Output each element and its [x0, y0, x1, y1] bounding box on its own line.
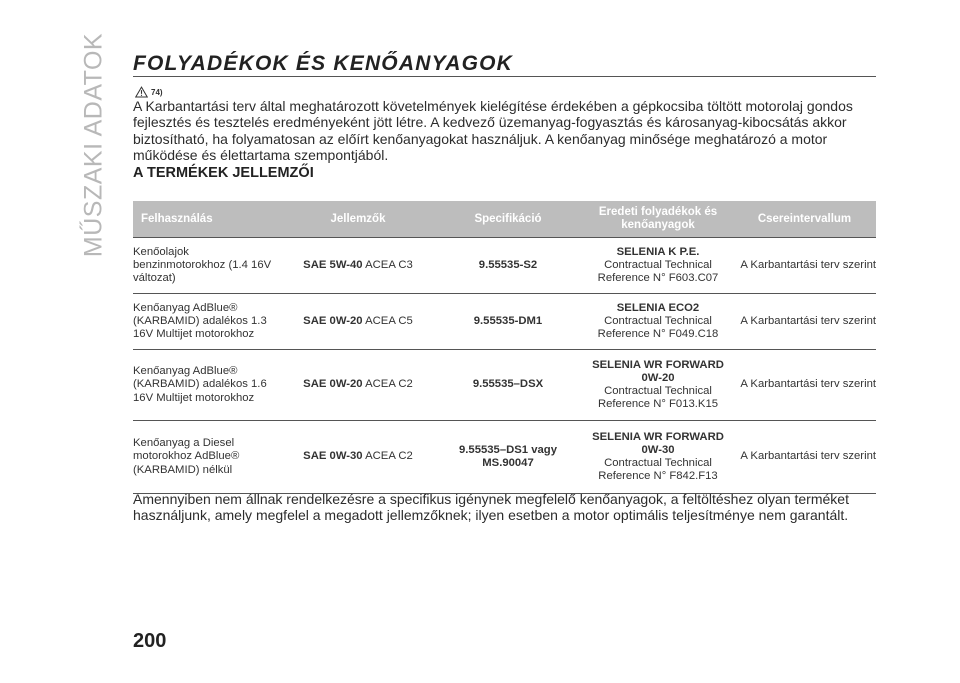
- cell-interval: A Karbantartási terv szerint: [733, 294, 876, 350]
- chapter-side-title-text: MŰSZAKI ADATOK: [79, 32, 108, 258]
- cell-features: [283, 294, 433, 350]
- product-name: SELENIA ECO2: [616, 301, 700, 314]
- cell-features: [283, 238, 433, 294]
- cell-interval: A Karbantartási terv szerint: [733, 238, 876, 294]
- cell-specification: [433, 350, 583, 421]
- cell-features: [283, 350, 433, 421]
- cell-interval: A Karbantartási terv szerint: [733, 421, 876, 494]
- acea-class: ACEA C3: [362, 258, 413, 271]
- specification-code: 9.55535–DS1 vagy MS.90047: [459, 443, 557, 469]
- column-header-specification: Specifikáció: [433, 201, 583, 238]
- table-row: [133, 421, 876, 494]
- acea-class: ACEA C2: [362, 378, 413, 391]
- cell-original-fluid: [583, 350, 733, 421]
- viscosity-grade: SAE 5W-40: [303, 258, 363, 271]
- title-divider: [133, 76, 876, 77]
- viscosity-grade: SAE 0W-30: [303, 450, 363, 463]
- specification-code: 9.55535-S2: [478, 258, 538, 271]
- warning-triangle-icon: [135, 86, 148, 98]
- product-reference-number: Reference N° F013.K15: [597, 398, 719, 411]
- lubricants-table: [133, 201, 876, 494]
- cell-use: Kenőolajok benzinmotorokhoz (1.4 16V változat): [133, 238, 283, 294]
- column-header-interval: Csereintervallum: [733, 201, 876, 238]
- cell-use: Kenőanyag AdBlue® (KARBAMID) adalékos 1.6 16V Multijet motorokhoz: [133, 350, 283, 421]
- product-name: SELENIA WR FORWARD 0W-20: [592, 358, 724, 384]
- table-row: [133, 294, 876, 350]
- cell-original-fluid: [583, 421, 733, 494]
- chapter-side-title: [74, 32, 114, 258]
- product-name: SELENIA WR FORWARD 0W-30: [592, 430, 724, 456]
- specification-code: 9.55535-DM1: [473, 314, 543, 327]
- product-reference-line: Contractual Technical: [604, 314, 712, 327]
- product-reference-line: Contractual Technical: [604, 385, 712, 397]
- warning-reference: [135, 86, 163, 98]
- table-header-row: [133, 201, 876, 238]
- cell-use: Kenőanyag AdBlue® (KARBAMID) adalékos 1.3 16V Multijet motorokhoz: [133, 294, 283, 350]
- cell-specification: [433, 294, 583, 350]
- column-header-features: Jellemzők: [283, 201, 433, 238]
- page-number: 200: [133, 630, 167, 652]
- acea-class: ACEA C2: [362, 450, 413, 463]
- product-name: SELENIA K P.E.: [616, 245, 700, 258]
- table-row: [133, 238, 876, 294]
- product-reference-line: Contractual Technical: [604, 457, 712, 469]
- specification-code: 9.55535–DSX: [472, 378, 544, 391]
- cell-original-fluid: [583, 294, 733, 350]
- column-header-use: Felhasználás: [133, 201, 283, 238]
- acea-class: ACEA C5: [362, 314, 413, 327]
- cell-specification: [433, 238, 583, 294]
- viscosity-grade: SAE 0W-20: [303, 378, 363, 391]
- cell-features: [283, 421, 433, 494]
- column-header-original-fluids: Eredeti folyadékok és kenőanyagok: [583, 201, 733, 238]
- table-row: [133, 350, 876, 421]
- cell-specification: [433, 421, 583, 494]
- section-title: A TERMÉKEK JELLEMZŐI: [133, 165, 314, 181]
- product-reference-number: Reference N° F049.C18: [597, 328, 719, 341]
- footer-paragraph: Amennyiben nem állnak rendelkezésre a specifikus igénynek megfelelő kenőanyagok, a feltöltéshez olyan terméket használjunk, amely megfelel a megadott jellemzőknek; ilyen esetben a motor optimális teljesítménye nem garantált.: [133, 491, 849, 524]
- product-reference-line: Contractual Technical: [604, 258, 712, 271]
- viscosity-grade: SAE 0W-20: [303, 314, 363, 327]
- intro-paragraph: A Karbantartási terv által meghatározott követelmények kielégítése érdekében a gépkocsiba töltött motorolaj gondos fejlesztés és tesztelés eredményeként jött létre. A kedvező üzemanyag-fogyasztás és károsanyag-kibocsátás akkor biztosítható, ha folyamatosan az előírt kenőanyagokat használjuk. A kenőanyag minősége meghatározó a motor működése és élettartama szempontjából.: [133, 98, 853, 164]
- product-reference-number: Reference N° F842.F13: [598, 470, 718, 483]
- cell-interval: A Karbantartási terv szerint: [733, 350, 876, 421]
- cell-use: Kenőanyag a Diesel motorokhoz AdBlue® (KARBAMID) nélkül: [133, 421, 283, 494]
- page-title: FOLYADÉKOK ÉS KENŐANYAGOK: [133, 52, 514, 75]
- cell-original-fluid: [583, 238, 733, 294]
- product-reference-number: Reference N° F603.C07: [597, 272, 719, 285]
- warning-reference-number: 74): [151, 87, 163, 97]
